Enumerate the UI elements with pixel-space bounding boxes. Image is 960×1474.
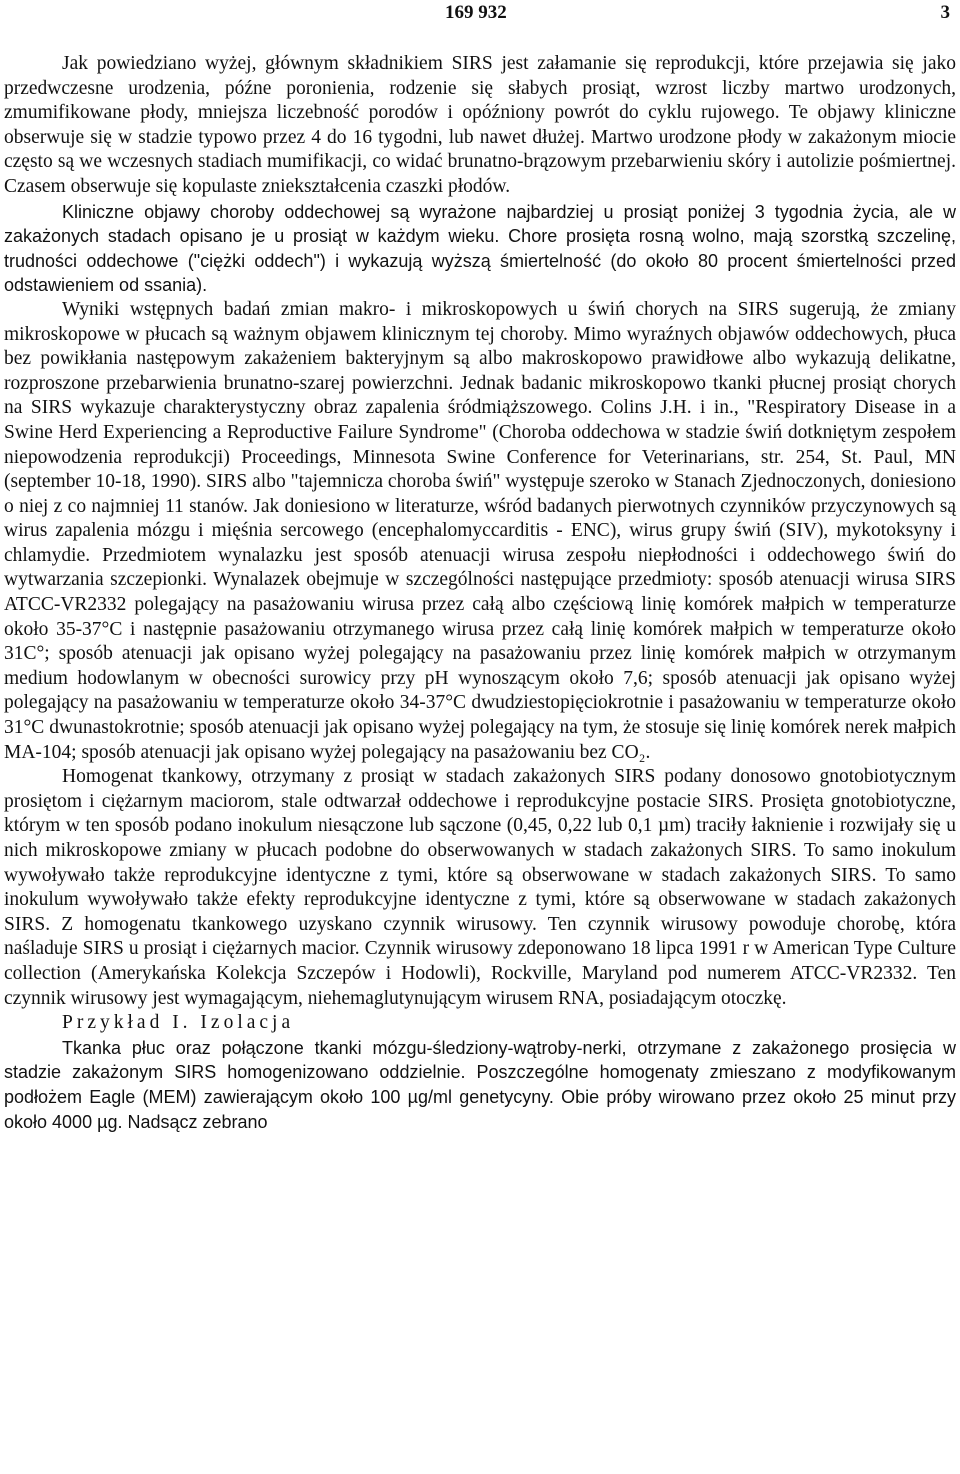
paragraph-homogenate: Homogenat tkankowy, otrzymany z prosiąt w stadach zakażonych SIRS podany donosowo gnotobiotycznym prosiętom i ciężarnym maciorom, stale odtwarzał oddechowe i reprodukcyjne postacie SIRS. Prosięta gnotobiotyczne, którym w ten sposób podano inokulum niesączone lub sączone (0,45, 0,22 lub 0,1 µm) traciły łaknienie i rozwijały się u nich mikroskopowe zmiany w płucach podobne do obserwowanych w stadach zakażonych SIRS. To samo inokulum wywoływało także reprodukcyjne identyczne z tymi, które są obserwowane w stadach zakażonych SIRS. To samo inokulum wywoływało także efekty reprodukcyjne identyczne z tymi, które są obserwowane w stadach zakażonych SIRS. Z homogenatu tkankowego uzyskano czynnik wirusowy. Ten czynnik wirusowy powoduje chorobę, która naśladuje SIRS u prosiąt i ciężarnych macior. Czynnik wirusowy zdeponowano 18 lipca 1991 r w American Type Culture collection (Amerykańska Kolekcja Szczepów i Hodowli), Rockville, Maryland pod numerem ATCC-VR2332. Ten czynnik wirusowy jest wymagającym, niehemaglutynującym wirusem RNA, posiadającym otoczkę. (4, 766, 956, 1009)
document-body (4, 52, 956, 1134)
paragraph-research-results: Wyniki wstępnych badań zmian makro- i mikroskopowych u świń chorych na SIRS sugerują, że zmiany mikroskopowe w płucach są ważnym objawem klinicznym tej choroby. Mimo wyraźnych objawów oddechowych, płuca bez powikłania następowym zakażeniem bakteryjnym są albo makroskopowo prawidłowe albo wykazują delikatne, rozproszone przebarwienia brunatno-szarej powierzchni. Jednak badanic mikroskopowo tkanki płucnej prosiąt chorych na SIRS wykazuje charakterystyczny obraz zapalenia śródmiąższowego. Colins J.H. i in., "Respiratory Disease in a Swine Herd Experiencing a Reproductive Failure Syndrome" (Choroba oddechowa w stadzie świń dotkniętym zespołem niepowodzenia reprodukcji) Proceedings, Minnesota Swine Conference for Veterinarians, str. 254, St. Paul, MN (september 10-18, 1990). SIRS albo "tajemnicza choroba świń" występuje szeroko w Stanach Zjednoczonych, doniesiono o niej z co najmniej 11 stanów. Jak doniesiono w literaturze, wśród badanych pierwotnych czynników przyczynowych są wirus zapalenia mózgu i mięśnia sercowego (encephalomyccarditis - ENC), wirus grupy świń (SIV), mykotoksyny i chlamydie. Przedmiotem wynalazku jest sposób atenuacji wirusa zespołu niepłodności i oddechowego świń do wytwarzania szczepionki. Wynalazek obejmuje w szczególności następujące przedmioty: sposób atenuacji wirusa SIRS ATCC-VR2332 polegający na pasażowaniu wirusa przez całą albo częściową linię komórek małpich w temperaturze około 35-37°C i następnie pasażowaniu otrzymanego wirusa przez całą linię komórek małpich w temperaturze około 31C°; sposób atenuacji jak opisano wyżej polegający na pasażowaniu przez linię komórek małpich w otrzymanym medium hodowlanym w obecności surowicy przy pH wynoszącym około 7,6; sposób atenuacji jak opisano wyżej polegający na pasażowaniu w temperaturze około 34-37°C dwudziestopięciokrotnie i pasażowaniu w temperaturze około 31°C dwunastokrotnie; sposób atenuacji jak opisano wyżej polegający na tym, że stosuje się linię komórek nerek małpich MA-104; sposób atenuacji jak opisano wyżej polegający na pasażowaniu bez CO₂. (4, 298, 956, 763)
page-number: 3 (940, 2, 950, 23)
paragraph-sirs-symptoms: Jak powiedziano wyżej, głównym składnikiem SIRS jest załamanie się reprodukcji, które przejawia się jako przedwczesne urodzenia, późne poronienia, rodzenie się słabych prosiąt, wzrost liczby martwo urodzonych, zmumifikowane płody, mniejsza liczebność porodów i opóźniony powrót do cyklu rujowego. Te objawy kliniczne obserwuje się w stadzie typowo przez 4 do 16 tygodni, lub nawet dłużej. Martwo urodzone płody w zakażonym miocie często są we wczesnych stadiach mumifikacji, co widać brunatno-brązowym przebarwieniu skóry i autolizie pośmiertnej. Czasem obserwuje się kopulaste zniekształcenia czaszki płodów. (4, 53, 956, 197)
example-heading: Przykład I. Izolacja (62, 1012, 295, 1034)
paragraph-respiratory-symptoms: Kliniczne objawy choroby oddechowej są wyrażone najbardziej u prosiąt poniżej 3 tygodnia życia, ale w zakażonych stadach opisano je u prosiąt w każdym wieku. Chore prosięta rosną wolno, mają szorstką szczelinę, trudności oddechowe ("ciężki oddech") i wykazują wyższą śmiertelność (do około 80 procent śmiertelności przed odstawieniem od ssania). (4, 201, 956, 296)
patent-number: 169 932 (445, 2, 507, 23)
page-header (0, 2, 960, 32)
paragraph-isolation: Tkanka płuc oraz połączone tkanki mózgu-śledziony-wątroby-nerki, otrzymane z zakażonego prosięcia w stadzie zakażonym SIRS homogenizowano oddzielnie. Poszczególne homogenaty zmieszano z modyfikowanym podłożem Eagle (MEM) zawierającym około 100 µg/ml genetycyny. Obie próby wirowano przez około 25 minut przy około 4000 µg. Nadsącz zebrano (4, 1037, 956, 1132)
